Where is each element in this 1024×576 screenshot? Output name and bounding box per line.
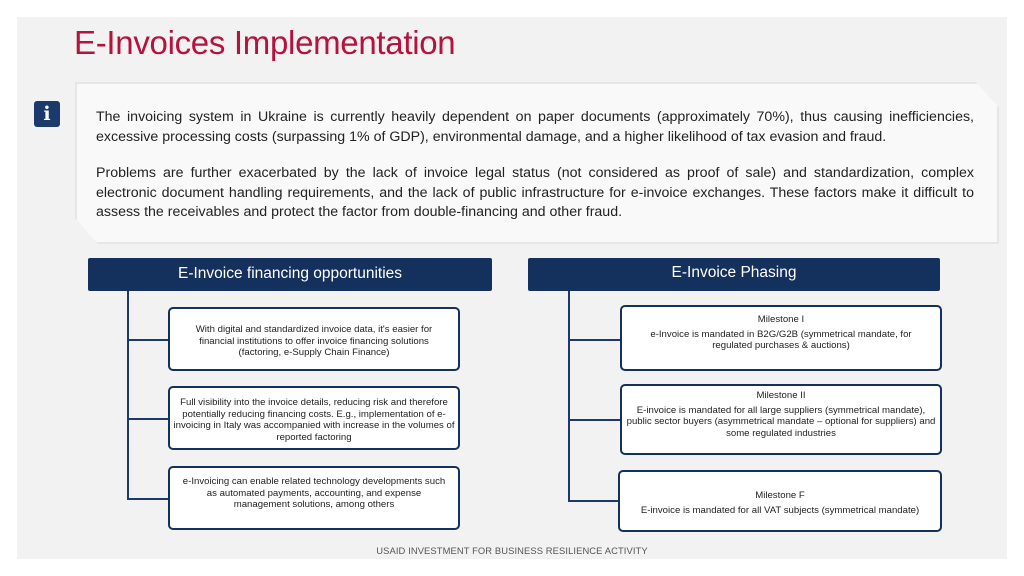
milestone-card-2 [620,384,942,455]
financing-card-text: e-Invoicing can enable related technology developments such as automated payments, accounting, and expense management solutions, among others [182,476,446,510]
financing-branch-3 [127,498,168,500]
info-paragraph-1: The invoicing system in Ukraine is currently heavily dependent on paper documents (approximately 70%), thus causing inefficiencies, excessive processing costs (surpassing 1% of GDP), environmental damage, and a higher likelihood of tax evasion and fraud. [96,109,974,145]
financing-branch-1 [127,339,168,341]
footer-text: USAID INVESTMENT FOR BUSINESS RESILIENCE ACTIVITY [376,545,648,556]
milestone-title: Milestone II [756,390,806,401]
milestone-title: Milestone I [757,314,805,325]
milestone-text: E-invoice is mandated for all VAT subjects (symmetrical mandate) [640,504,920,516]
financing-card-2 [168,386,460,450]
phasing-branch-2 [568,419,620,421]
phasing-header: E-Invoice Phasing [528,258,940,291]
page-title: E-Invoices Implementation [74,24,456,61]
financing-card-1 [168,307,460,371]
milestone-card-3 [618,470,942,532]
phasing-branch-1 [568,339,620,341]
financing-card-text: With digital and standardized invoice data, it's easier for financial institutions to offer invoice financing solutions (factoring, e-Supply Chain Finance) [195,324,433,358]
phasing-connector-line [568,291,570,502]
financing-header: E-Invoice financing opportunities [88,258,492,291]
financing-connector-line [127,291,129,500]
info-paragraph-2: Problems are further exacerbated by the lack of invoice legal status (not considered as proof of sale) and standardization, complex electronic document handling requirements, and the lack of public infrastructure for e-invoice exchanges. These factors make it difficult to assess the receivables and protect the factor from double-financing and other fraud. [96,165,974,220]
info-icon: i [34,101,60,127]
milestone-text: e-Invoice is mandated in B2G/G2B (symmetrical mandate, for regulated purchases & auctions) [650,328,912,351]
financing-card-3 [168,466,460,530]
milestone-title: Milestone F [755,490,805,501]
phasing-branch-3 [568,500,620,502]
financing-branch-2 [127,418,168,420]
milestone-text: E-invoice is mandated for all large suppliers (symmetrical mandate), public sector buyers (asymmetrical mandate – optional for suppliers) and some regulated industries [626,404,936,439]
financing-card-text: Full visibility into the invoice details, reducing risk and therefore potentially reducing financing costs. E.g., implementation of e-invoicing in Italy was accompanied with increase in the volumes of reported factoring [173,397,455,443]
milestone-card-1 [620,305,942,371]
